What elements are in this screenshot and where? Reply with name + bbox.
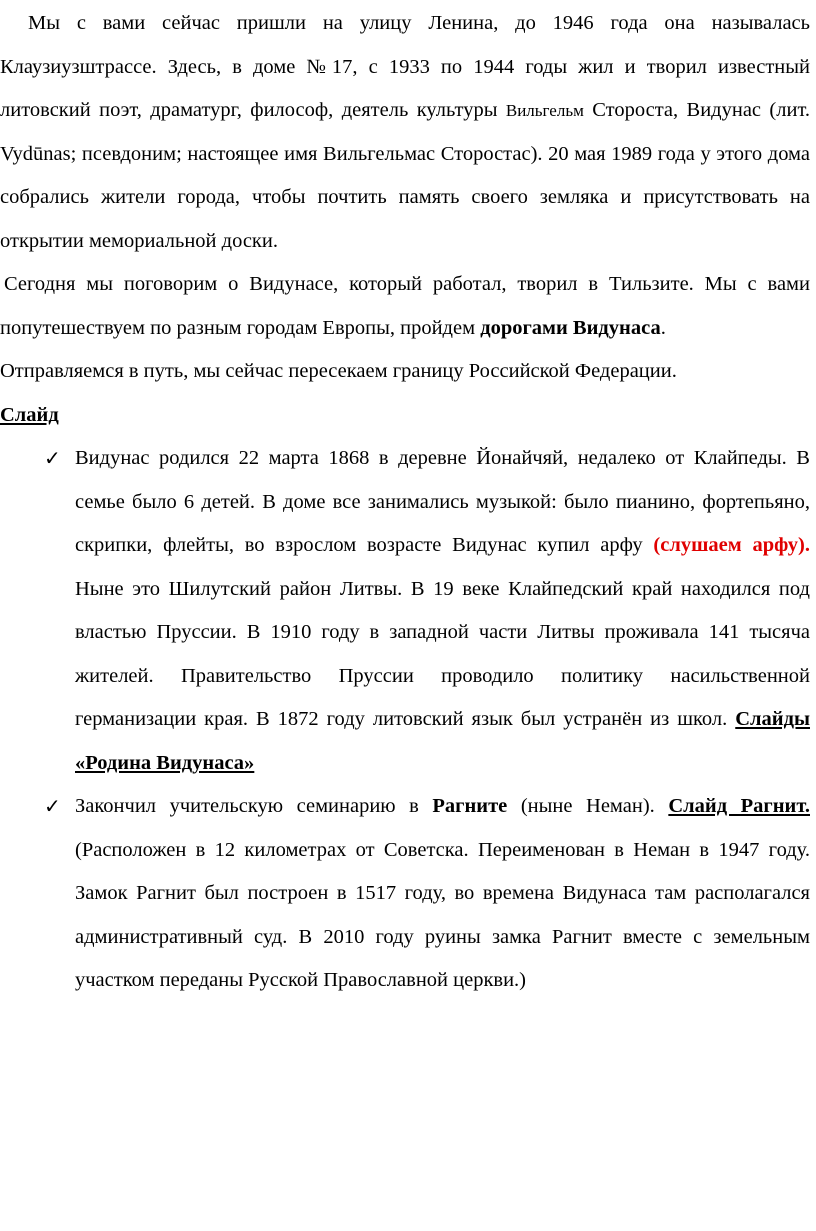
journey-text: Отправляемся в путь, мы сейчас пересекаем границу Российской Федерации. [0,360,677,382]
checklist [0,437,810,1003]
bullet2-text1: Закончил учительскую семинарию в [75,795,433,817]
topic-end: . [660,316,666,339]
bullet2-bold-place: Рагните [432,795,508,817]
bullet1-text2: Ныне это Шилутский район Литвы. В 19 веке Клайпедский край находился под властью Пруссии. В 1910 году в западной части Литвы проживала 141 тысяча жителей. Правительство Пруссии проводило политику насильственной германизации края. В 1872 году литовский язык был устранён из школ. [75,577,810,730]
topic-text: Сегодня мы поговорим о Видунасе, который работал, творил в Тильзите. Мы с вами попутешествуем по разным городам Европы, пройдем [0,273,810,339]
journey-paragraph [0,350,810,394]
document-page [0,2,810,1003]
intro-text-small: Вильгельм [505,101,584,120]
checkmark-icon: ✓ [44,794,61,818]
slide-heading: Слайд [0,403,59,426]
bullet2-text2: (ныне Неман). [507,795,669,817]
bullet2-text3: (Расположен в 12 километрах от Советска. Переименован в Неман в 1947 году. Замок Рагнит был построен в 1517 году, во времена Видунаса там располагался административный суд. В 2010 году руины замка Рагнит вместе с земельным участком переданы Русской Православной церкви.) [75,838,810,991]
intro-text-part2: Стороста, Видунас (лит. Vydūnas; псевдоним; настоящее имя Вильгельмас Сторостас). 20 мая 1989 года у этого дома собрались жители города, чтобы почтить память своего земляка и присутствовать на открытии мемориальной доски. [0,99,810,252]
topic-bold-text: дорогами Видунаса [480,316,661,339]
bullet1-slide-label: Слайды «Родина Видунаса» [75,708,810,774]
list-item [0,785,810,1003]
bullet1-red-note: (слушаем арфу). [653,534,810,556]
bullet2-slide-label: Слайд Рагнит. [668,795,810,817]
list-item [0,437,810,785]
intro-text-part1: Мы с вами сейчас пришли на улицу Ленина, до 1946 года она называлась Клаузиузштрассе. Здесь, в доме №17, с 1933 по 1944 годы жил и творил известный литовский поэт, драматург, философ, деятель культуры [0,12,810,121]
intro-paragraph [0,2,810,263]
bullet1-text1: Видунас родился 22 марта 1868 в деревне Йонайчяй, недалеко от Клайпеды. В семье было 6 детей. В доме все занимались музыкой: было пианино, фортепьяно, скрипки, флейты, во взрослом возрасте Видунас купил арфу [75,447,810,556]
checkmark-icon: ✓ [44,446,61,470]
topic-paragraph [0,263,810,350]
